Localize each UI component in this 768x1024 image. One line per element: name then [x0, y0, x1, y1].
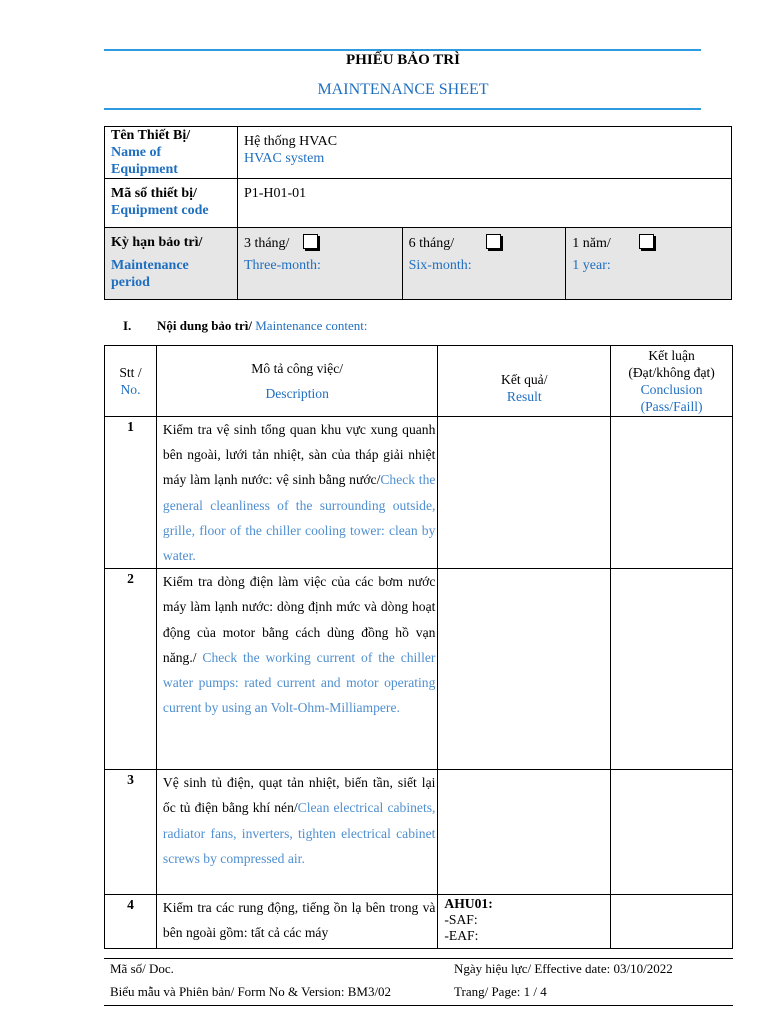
footer-form-version: Biểu mẫu và Phiên bản/ Form No & Version: BM3/02 — [110, 984, 392, 999]
code-label-cell — [105, 179, 238, 228]
header-bottom-rule — [104, 108, 701, 110]
name-value-cell — [237, 127, 731, 179]
period-6m-en: Six-month: — [408, 258, 472, 273]
period-option-three-month — [237, 228, 402, 300]
name-value-en: HVAC system — [243, 151, 325, 166]
row-number: 1 — [105, 417, 157, 569]
checkbox-6m[interactable] — [486, 234, 501, 249]
header-conclusion — [611, 346, 733, 417]
row-desc-vi: Kiểm tra các rung động, tiếng ồn lạ bên trong và bên ngoài gồm: tất cả các máy — [162, 900, 436, 941]
row-result[interactable] — [438, 569, 611, 770]
checkbox-1y[interactable] — [639, 234, 654, 249]
period-1y-vi: 1 năm/ — [572, 236, 611, 251]
header-desc-en: Description — [265, 386, 329, 401]
table-row — [105, 895, 733, 949]
footer-effective-date: Ngày hiệu lực/ Effective date: 03/10/2022 — [454, 961, 673, 976]
row-conclusion[interactable] — [611, 770, 733, 895]
section-label-en: Maintenance content: — [255, 318, 368, 333]
period-label-vi: Kỳ hạn bảo trì/ — [111, 235, 203, 250]
title-english: MAINTENANCE SHEET — [317, 81, 489, 98]
row-description — [156, 895, 437, 949]
row-description — [156, 770, 437, 895]
period-option-six-month — [402, 228, 566, 300]
maintenance-content-table — [104, 345, 733, 949]
result-line-eaf: -EAF: — [444, 928, 479, 944]
header-concl-vi1: Kết luận — [648, 348, 695, 363]
header-no — [105, 346, 157, 417]
footer-bottom-rule — [104, 1005, 733, 1006]
code-label-en: Equipment code — [111, 203, 209, 218]
section-number: I. — [123, 318, 132, 333]
row-number: 2 — [105, 569, 157, 770]
row-result[interactable] — [438, 895, 611, 949]
header-result-en: Result — [506, 388, 542, 404]
row-description — [156, 569, 437, 770]
row-number: 3 — [105, 770, 157, 895]
row-conclusion[interactable] — [611, 895, 733, 949]
section-label-vi: Nội dung bảo trì/ — [157, 318, 252, 333]
period-6m-vi: 6 tháng/ — [408, 236, 455, 251]
row-desc-vi: Vệ sinh tủ điện, quạt tản nhiệt, biến tần, siết lại ốc tủ điện bằng khí nén/ — [162, 775, 436, 816]
section-heading — [123, 318, 368, 334]
header-result-vi: Kết quả/ — [501, 371, 548, 387]
table-row — [105, 770, 733, 895]
result-title: AHU01: — [444, 896, 493, 912]
name-value-vi: Hệ thống HVAC — [243, 134, 338, 149]
name-label-en: Name of Equipment — [111, 145, 178, 177]
table-row — [105, 569, 733, 770]
row-desc-vi: Kiểm tra vệ sinh tổng quan khu vực xung quanh bên ngoài, lưới tản nhiệt, sàn của tháp giải nhiệt máy làm lạnh nước: vệ sinh bằng nước/ — [162, 422, 436, 488]
period-1y-en: 1 year: — [572, 258, 611, 273]
code-label-vi: Mã số thiết bị/ — [111, 186, 197, 201]
footer-top-rule — [104, 958, 733, 959]
row-description — [156, 417, 437, 569]
row-result[interactable] — [438, 417, 611, 569]
name-label-cell — [105, 127, 238, 179]
row-desc-en: Check the general cleanliness of the surrounding outside, grille, floor of the chiller cooling tower: clean by water. — [162, 472, 436, 564]
code-value: P1-H01-01 — [243, 186, 307, 201]
header-top-rule — [104, 49, 701, 51]
period-3m-vi: 3 tháng/ — [243, 236, 290, 251]
row-desc-en: Clean electrical cabinets, radiator fans, inverters, tighten electrical cabinet screws by compressed air. — [162, 800, 436, 866]
header-desc-vi: Mô tả công việc/ — [251, 361, 344, 376]
header-description — [156, 346, 437, 417]
period-3m-en: Three-month: — [243, 258, 321, 273]
row-desc-en: Check the working current of the chiller water pumps: rated current and motor operating current by using an Volt-Ohm-Milliampere. — [162, 649, 436, 716]
footer-doc-label: Mã số/ Doc. — [110, 961, 174, 976]
period-option-one-year — [566, 228, 732, 300]
header-no-en: No. — [120, 382, 141, 397]
header-concl-vi2: (Đạt/không đạt) — [628, 365, 715, 380]
checkbox-3m[interactable] — [303, 234, 318, 249]
period-label-en: Maintenance period — [111, 258, 189, 290]
equipment-info-table — [104, 126, 732, 300]
row-conclusion[interactable] — [611, 569, 733, 770]
header-concl-en1: Conclusion — [640, 382, 703, 397]
row-number: 4 — [105, 895, 157, 949]
row-result[interactable] — [438, 770, 611, 895]
row-conclusion[interactable] — [611, 417, 733, 569]
title-vietnamese: PHIẾU BẢO TRÌ — [346, 52, 460, 68]
header-result — [438, 346, 611, 417]
row-desc-vi: Kiểm tra dòng điện làm việc của các bơm nước máy làm lạnh nước: dòng định mức và dòng hoạt động của motor bằng cách dùng đồng hồ vạn năng./ — [162, 574, 436, 665]
header-no-vi: Stt / — [119, 365, 142, 380]
name-label-vi: Tên Thiết Bị/ — [111, 128, 191, 143]
header-concl-en2: (Pass/Faill) — [640, 399, 703, 414]
period-label-cell — [105, 228, 238, 300]
footer-page-number: Trang/ Page: 1 / 4 — [454, 984, 547, 999]
code-value-cell — [237, 179, 731, 228]
table-row — [105, 417, 733, 569]
result-line-saf: -SAF: — [444, 912, 478, 928]
